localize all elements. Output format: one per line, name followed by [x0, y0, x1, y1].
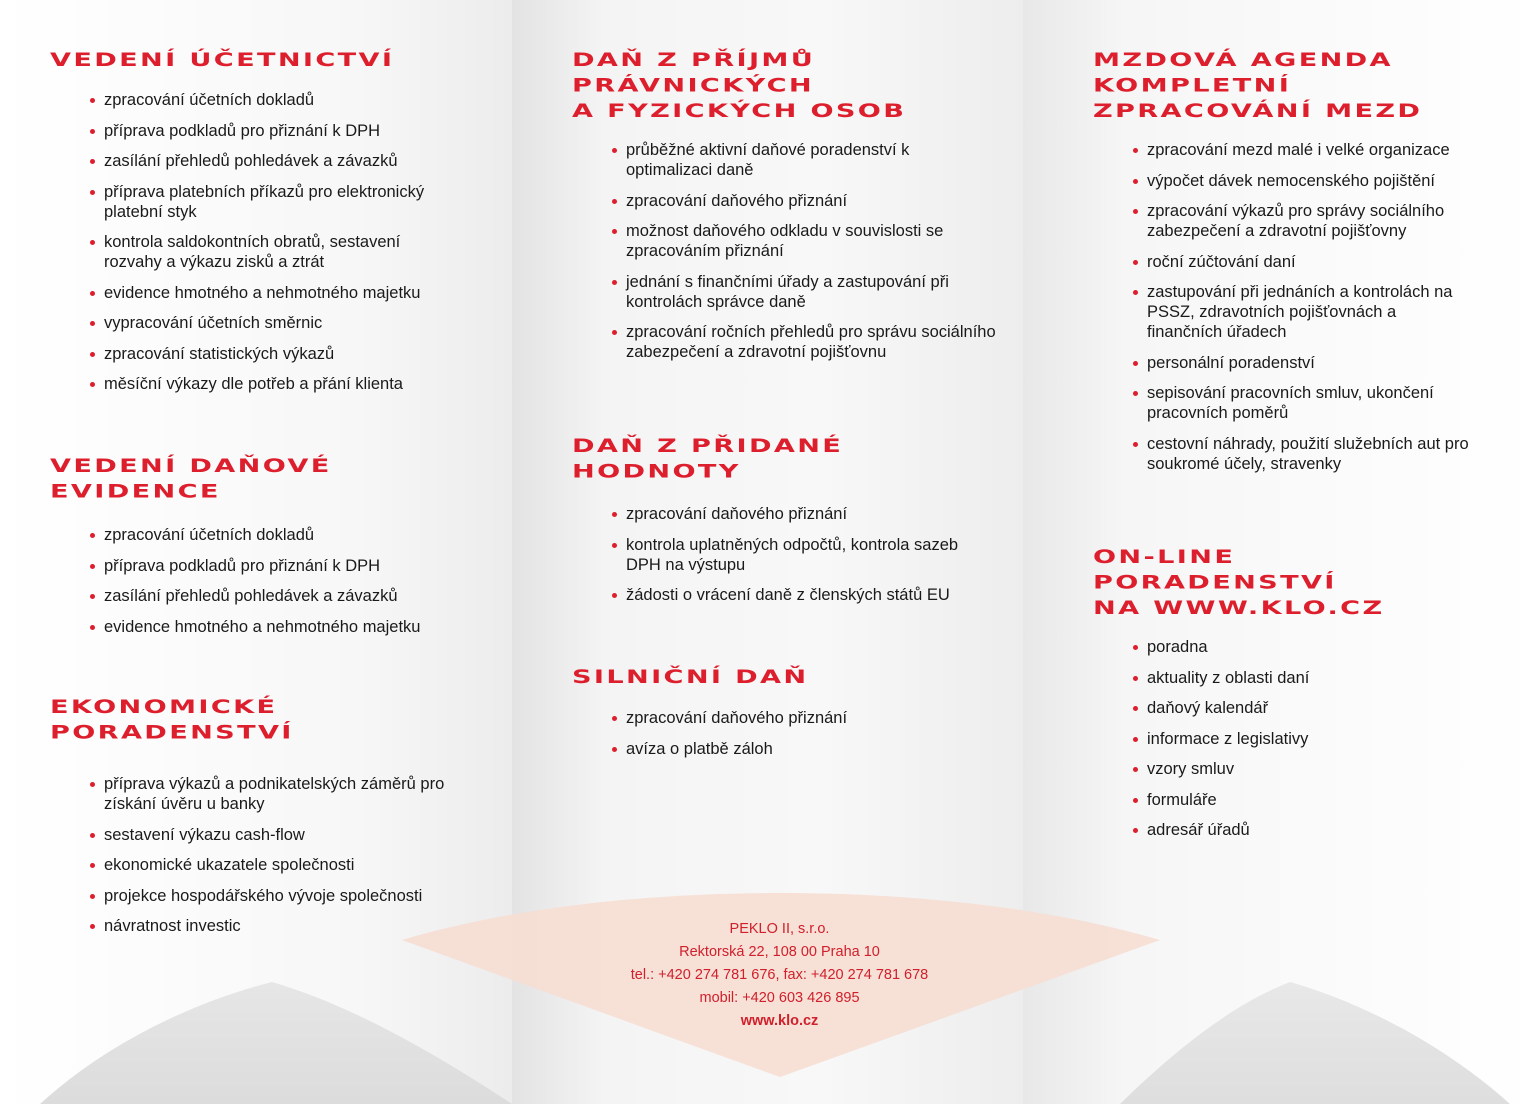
title-line: ZPRACOVÁNÍ MEZD	[1093, 100, 1423, 122]
list-item: zpracování účetních dokladů	[104, 90, 490, 110]
website-link[interactable]: www.klo.cz	[740, 1013, 819, 1029]
list-item: příprava podkladů pro přiznání k DPH	[104, 121, 490, 141]
list-item: projekce hospodářského vývoje společnosti	[104, 886, 490, 906]
section-ekonomicke-poradenstvi	[50, 695, 490, 947]
item-list	[572, 140, 1012, 362]
title-line: VEDENÍ DAŇOVÉ	[50, 455, 332, 477]
section-online-poradenstvi	[1093, 545, 1533, 851]
section-title	[572, 48, 1091, 124]
title-line: SILNIČNÍ DAŇ	[572, 666, 809, 688]
title-line: KOMPLETNÍ	[1093, 75, 1292, 97]
list-item: zpracování daňového přiznání	[626, 708, 1012, 728]
list-item: sepisování pracovních smluv, ukončení pracovních poměrů	[1147, 383, 1467, 423]
title-line: DAŇ Z PŘÍJMŮ	[572, 49, 816, 71]
list-item: kontrola saldokontních obratů, sestavení rozvahy a výkazu zisků a ztrát	[104, 232, 444, 272]
list-item: jednání s finančními úřady a zastupování při kontrolách správce daně	[626, 272, 956, 312]
list-item: formuláře	[1147, 790, 1533, 810]
list-item: adresář úřadů	[1147, 820, 1533, 840]
list-item: cestovní náhrady, použití služebních aut pro soukromé účely, stravenky	[1147, 434, 1477, 474]
list-item: ekonomické ukazatele společnosti	[104, 855, 490, 875]
list-item: vzory smluv	[1147, 759, 1533, 779]
title-line: MZDOVÁ AGENDA	[1093, 49, 1393, 71]
list-item: avíza o platbě záloh	[626, 739, 1012, 759]
list-item: zastupování při jednáních a kontrolách na PSSZ, zdravotních pojišťovnách a finančních úřadech	[1147, 282, 1457, 342]
list-item: vypracování účetních směrnic	[104, 313, 490, 333]
list-item: žádosti o vrácení daně z členských států EU	[626, 585, 1012, 605]
list-item: měsíční výkazy dle potřeb a přání klienta	[104, 374, 490, 394]
item-list	[50, 90, 490, 394]
item-list	[1093, 140, 1533, 474]
company-name: PEKLO II, s.r.o.	[729, 921, 830, 937]
section-vedeni-danove-evidence	[50, 454, 490, 647]
list-item: zpracování statistických výkazů	[104, 344, 490, 364]
section-dph	[572, 434, 1012, 616]
title-line: PRÁVNICKÝCH	[572, 75, 815, 97]
section-title	[50, 695, 569, 746]
list-item: možnost daňového odkladu v souvislosti se zpracováním přiznání	[626, 221, 956, 261]
list-item: průběžné aktivní daňové poradenství k optimalizaci daně	[626, 140, 936, 180]
list-item: zasílání přehledů pohledávek a závazků	[104, 586, 490, 606]
list-item: zpracování daňového přiznání	[626, 504, 1012, 524]
list-item: personální poradenství	[1147, 353, 1533, 373]
list-item: zpracování daňového přiznání	[626, 191, 1012, 211]
company-mobile: mobil: +420 603 426 895	[699, 990, 860, 1006]
left-mound-shape	[40, 982, 512, 1104]
title-line: HODNOTY	[572, 461, 741, 483]
list-item: kontrola uplatněných odpočtů, kontrola sazeb DPH na výstupu	[626, 535, 996, 575]
item-list	[50, 525, 490, 637]
list-item: příprava podkladů pro přiznání k DPH	[104, 556, 490, 576]
list-item: evidence hmotného a nehmotného majetku	[104, 283, 490, 303]
section-title	[572, 665, 1091, 690]
list-item: zpracování výkazů pro správy sociálního zabezpečení a zdravotní pojišťovny	[1147, 201, 1487, 241]
section-mzdova-agenda	[1093, 48, 1533, 484]
list-item: daňový kalendář	[1147, 698, 1533, 718]
title-line: ON-LINE	[1093, 546, 1236, 568]
list-item: zpracování účetních dokladů	[104, 525, 490, 545]
list-item: informace z legislativy	[1147, 729, 1533, 749]
title-line: PORADENSTVÍ	[1093, 572, 1337, 594]
list-item: poradna	[1147, 637, 1533, 657]
section-title	[572, 434, 1091, 485]
item-list	[572, 708, 1012, 759]
list-item: zpracování ročních přehledů pro správu sociálního zabezpečení a zdravotní pojišťovnu	[626, 323, 996, 361]
section-dan-z-prijmu	[572, 48, 1012, 373]
section-title	[50, 454, 569, 505]
section-title	[1093, 545, 1537, 621]
title-line: EVIDENCE	[50, 481, 221, 503]
section-silnicni-dan	[572, 665, 1012, 769]
list-item: aktuality z oblasti daní	[1147, 668, 1533, 688]
contact-block	[512, 918, 1047, 1033]
company-phone: tel.: +420 274 781 676, fax: +420 274 781 678	[630, 967, 929, 983]
list-item: zasílání přehledů pohledávek a závazků	[104, 151, 490, 171]
title-line: PORADENSTVÍ	[50, 722, 294, 744]
right-mound-shape	[1120, 982, 1510, 1104]
list-item: návratnost investic	[104, 916, 490, 936]
list-item: zpracování mezd malé i velké organizace	[1147, 140, 1533, 160]
item-list	[572, 504, 1012, 605]
list-item: sestavení výkazu cash-flow	[104, 825, 490, 845]
list-item: příprava platebních příkazů pro elektronický platební styk	[104, 182, 464, 222]
title-line: VEDENÍ ÚČETNICTVÍ	[50, 49, 395, 71]
company-address: Rektorská 22, 108 00 Praha 10	[679, 944, 880, 960]
title-line: NA WWW.KLO.CZ	[1093, 597, 1385, 619]
section-title	[50, 48, 569, 73]
list-item: výpočet dávek nemocenského pojištění	[1147, 171, 1533, 191]
list-item: evidence hmotného a nehmotného majetku	[104, 617, 490, 637]
section-vedeni-ucetnictvi	[50, 48, 490, 405]
section-title	[1093, 48, 1537, 124]
title-line: EKONOMICKÉ	[50, 696, 278, 718]
title-line: DAŇ Z PŘIDANÉ	[572, 435, 844, 457]
item-list	[1093, 637, 1533, 840]
item-list	[50, 774, 490, 936]
list-item: příprava výkazů a podnikatelských záměrů pro získání úvěru u banky	[104, 774, 454, 814]
title-line: A FYZICKÝCH OSOB	[572, 100, 907, 122]
list-item: roční zúčtování daní	[1147, 252, 1533, 272]
